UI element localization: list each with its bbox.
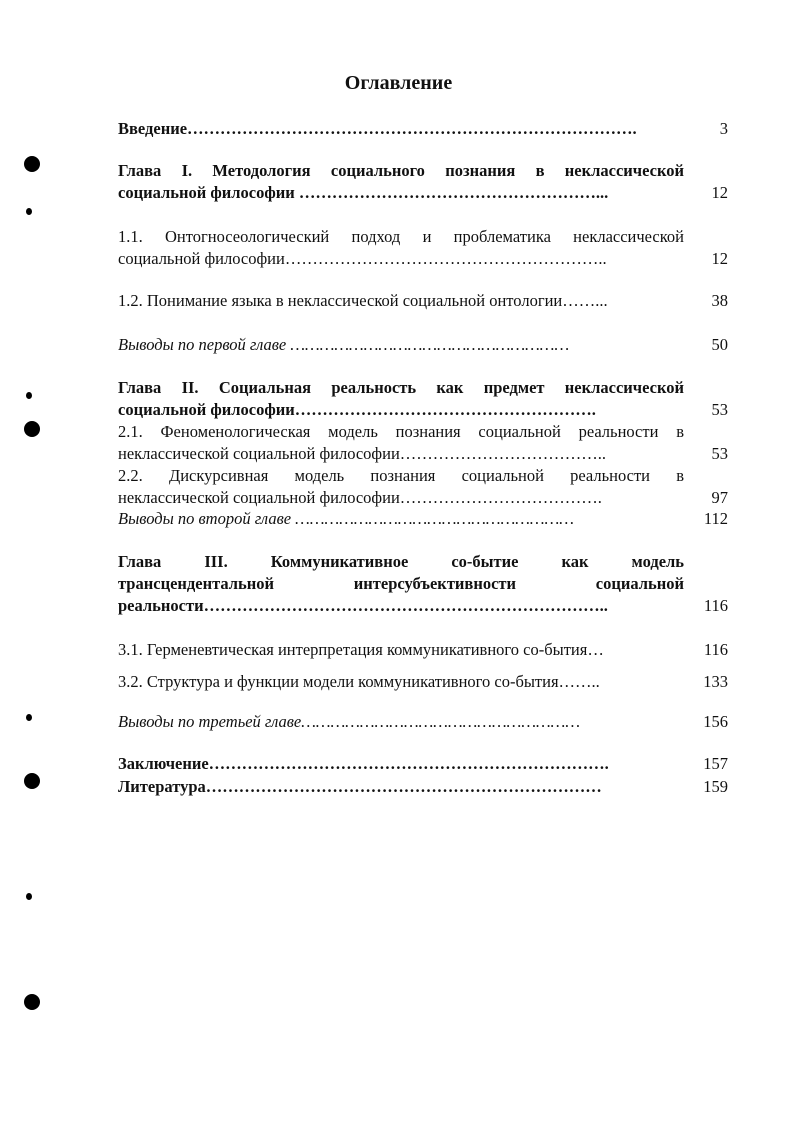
scan-mark [26,714,32,721]
toc-entry-chapter-3-cont: трансцендентальной интерсубъективности социальной [118,574,684,593]
toc-page-number: 12 [711,183,728,202]
toc-page-number: 97 [711,488,728,507]
toc-page-number: 12 [711,249,728,268]
toc-page-number: 159 [703,777,728,796]
page-title: Оглавление [344,72,453,94]
toc-page-number: 3 [719,119,728,138]
toc-entry-section-1-1-cont: социальной философии………………………………………………….. [118,249,607,268]
toc-entry-section-1-2: 1.2. Понимание языка в неклассической социальной онтологии……... [118,291,608,310]
toc-entry-chapter-3-cont2: реальности……………………………………………………………….. [118,596,608,615]
toc-entry-section-3-2: 3.2. Структура и функции модели коммуникативного со-бытия…….. [118,672,600,691]
scan-mark [26,208,32,215]
toc-entry-section-2-1: 2.1. Феноменологическая модель познания социальной реальности в [118,422,684,441]
toc-page-number: 116 [703,640,728,659]
toc-entry-conclusions-1: Выводы по первой главе ………………………………………………… [118,335,570,354]
punch-hole [24,994,40,1010]
toc-page-number: 157 [703,754,728,773]
scan-mark [26,392,32,399]
toc-entry-chapter-3: Глава III. Коммуникативное со-бытие как модель [118,552,684,571]
toc-page-number: 53 [711,444,728,463]
toc-entry-section-2-2-cont: неклассической социальной философии………………………………. [118,488,602,507]
scan-mark [26,893,32,900]
toc-page-number: 50 [711,335,728,354]
toc-page-number: 53 [711,400,728,419]
toc-entry-section-3-1: 3.1. Герменевтическая интерпретация коммуникативного со-бытия… [118,640,604,659]
toc-page-number: 112 [703,509,728,528]
toc-entry-chapter-2-cont: социальной философии………………………………………………. [118,400,596,419]
toc-page-number: 116 [703,596,728,615]
toc-page-number: 38 [711,291,728,310]
toc-entry-section-2-2: 2.2. Дискурсивная модель познания социальной реальности в [118,466,684,485]
toc-entry-section-1-1: 1.1. Онтогносеологический подход и проблематика неклассической [118,227,684,246]
punch-hole [24,421,40,437]
punch-hole [24,773,40,789]
toc-entry-conclusion: Заключение………………………………………………………………. [118,754,609,773]
toc-entry-section-2-1-cont: неклассической социальной философии……………………………….. [118,444,607,463]
toc-entry-conclusions-2: Выводы по второй главе ………………………………………………… [118,509,574,528]
toc-page-number: 156 [703,712,728,731]
toc-entry-chapter-1: Глава I. Методология социального познания в неклассической [118,161,684,180]
toc-entry-conclusions-3: Выводы по третьей главе………………………………………………… [118,712,580,731]
toc-entry-chapter-2: Глава II. Социальная реальность как предмет неклассической [118,378,684,397]
toc-entry-introduction: Введение………………………………………………………………………. [118,119,637,138]
toc-entry-literature: Литература……………………………………………………………… [118,777,602,796]
toc-page-number: 133 [703,672,728,691]
toc-entry-chapter-1-cont: социальной философии ………………………………………………... [118,183,609,202]
punch-hole [24,156,40,172]
